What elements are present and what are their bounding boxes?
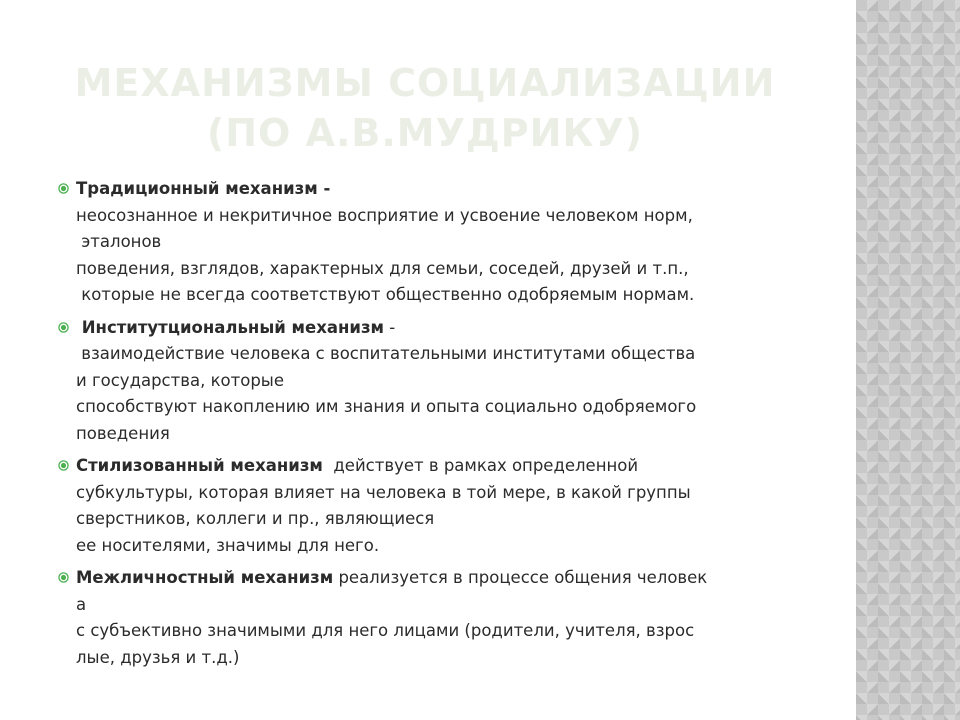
- bullet-text: реализуется в процессе общения человек: [333, 568, 708, 587]
- title-line-2: (ПО А.В.МУДРИКУ): [206, 111, 644, 155]
- bullet-circle-icon: [58, 322, 69, 333]
- bullet-item-traditional: [58, 176, 818, 309]
- bullet-circle-icon: [58, 572, 69, 583]
- decorative-pattern-strip: [856, 0, 960, 720]
- bullet-line: [58, 453, 818, 480]
- slide-title: [60, 58, 790, 158]
- bullet-line: [58, 565, 818, 592]
- bullet-line: а: [76, 594, 87, 614]
- bullet-line: поведения: [76, 423, 170, 443]
- bullet-line: и государства, которые: [76, 370, 284, 390]
- bullet-line: [58, 176, 818, 203]
- bullet-item-stylized: [58, 453, 818, 559]
- bullet-line: субкультуры, которая влияет на человека в той мере, в какой группы: [76, 482, 691, 502]
- bullet-line: лые, друзья и т.д.): [76, 647, 240, 667]
- bullet-list: [58, 176, 818, 677]
- bullet-circle-icon: [58, 183, 69, 194]
- bullet-term: Институтциональный механизм: [76, 317, 385, 337]
- bullet-line: способствуют накоплению им знания и опыта социально одобряемого: [76, 397, 697, 416]
- bullet-line: взаимодействие человека с воспитательными институтами общества: [76, 344, 696, 363]
- bullet-line: поведения, взглядов, характерных для семьи, соседей, друзей и т.п.,: [76, 258, 689, 278]
- bullet-circle-icon: [58, 460, 69, 471]
- bullet-term: Межличностный механизм: [76, 568, 334, 587]
- bullet-line: ее носителями, значимы для него.: [76, 535, 380, 555]
- bullet-term: Стилизованный механизм: [76, 456, 323, 475]
- bullet-line: с субъективно значимыми для него лицами (родители, учителя, взрос: [76, 621, 695, 640]
- bullet-line: эталонов: [76, 232, 162, 251]
- bullet-term: Традиционный механизм -: [76, 179, 331, 198]
- bullet-item-interpersonal: [58, 565, 818, 671]
- bullet-text: действует в рамках определенной: [322, 456, 639, 475]
- bullet-line: которые не всегда соответствуют общественно одобряемым нормам.: [76, 285, 695, 304]
- bullet-line: неосознанное и некритичное восприятие и усвоение человеком норм,: [76, 205, 693, 225]
- bullet-item-institutional: [58, 315, 818, 448]
- bullet-line: [58, 315, 818, 342]
- bullet-text: -: [384, 317, 396, 337]
- title-line-1: МЕХАНИЗМЫ СОЦИАЛИЗАЦИИ: [74, 61, 776, 105]
- bullet-line: сверстников, коллеги и пр., являющиеся: [76, 509, 435, 528]
